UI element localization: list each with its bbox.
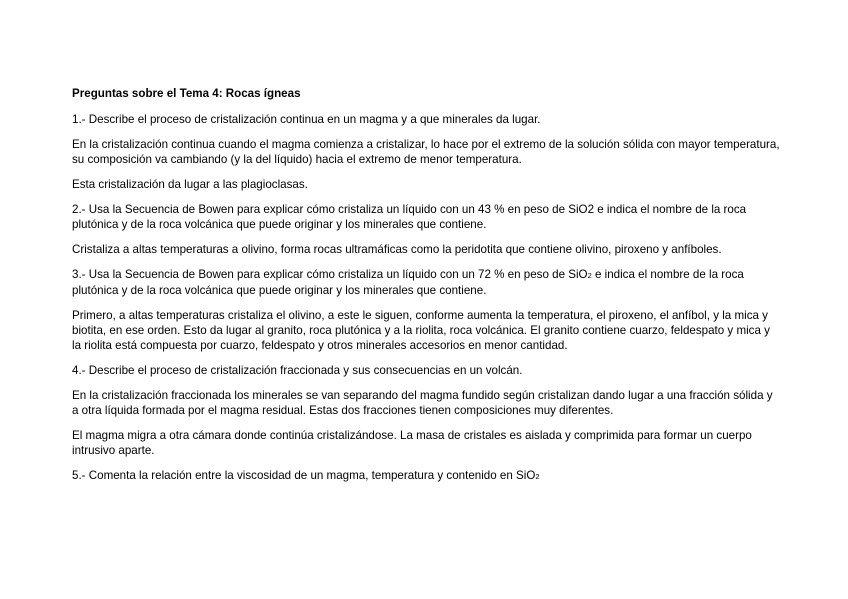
- question-3-subscript: 2: [587, 271, 592, 280]
- question-1: 1.- Describe el proceso de cristalización continua en un magma y a que minerales da lugar.: [72, 113, 541, 126]
- answer-1-paragraph-2: Esta cristalización da lugar a las plagioclasas.: [72, 178, 308, 191]
- question-2: 2.- Usa la Secuencia de Bowen para explicar cómo cristaliza un líquido con un 43 % en peso de SiO2 e indica el nombre de la roca plutónica y de la roca volcánica que puede originar y los minerales que contiene.: [72, 203, 747, 231]
- question-3-text-end: e indica el nombre de la roca plutónica y de la roca volcánica que puede originar y los minerales que contiene.: [72, 268, 744, 297]
- answer-3: Primero, a altas temperaturas cristaliza el olivino, a este le siguen, conforme aumenta la temperatura, el piroxeno, el anfíbol, y la mica y biotita, en ese orden. Esto da lugar al granito, roca plutónica y a la riolita, roca volcánica. El granito contiene cuarzo, feldespato y mica y la riolita está compuesta por cuarzo, feldespato y otros minerales accesorios en menor cantidad.: [72, 309, 770, 352]
- question-5-text: 5.- Comenta la relación entre la viscosidad de un magma, temperatura y contenido en SiO: [72, 469, 536, 482]
- question-3: [72, 267, 782, 298]
- document-title: Preguntas sobre el Tema 4: Rocas ígneas: [72, 87, 301, 100]
- question-5-subscript: 2: [535, 472, 540, 481]
- answer-4-paragraph-1: En la cristalización fraccionada los minerales se van separando del magma fundido según cristalizan dando lugar a una fracción sólida y a otra líquida formada por el magma residual. Estas dos fracciones tienen composiciones muy diferentes.: [72, 389, 773, 417]
- question-3-text-start: 3.- Usa la Secuencia de Bowen para explicar cómo cristaliza un líquido con un 72 % en peso de SiO: [72, 268, 588, 281]
- document-page: [72, 86, 782, 494]
- question-4: 4.- Describe el proceso de cristalización fraccionada y sus consecuencias en un volcán.: [72, 364, 523, 377]
- answer-4-paragraph-2: El magma migra a otra cámara donde continúa cristalizándose. La masa de cristales es aislada y comprimida para formar un cuerpo intrusivo aparte.: [72, 429, 752, 457]
- answer-2: Cristaliza a altas temperaturas a olivino, forma rocas ultramáficas como la peridotita que contiene olivino, piroxeno y anfíboles.: [72, 243, 722, 256]
- answer-1-paragraph-1: En la cristalización continua cuando el magma comienza a cristalizar, lo hace por el extremo de la solución sólida con mayor temperatura, su composición va cambiando (y la del líquido) hacia el extremo de menor temperatura.: [72, 138, 780, 166]
- question-5: [72, 468, 782, 484]
